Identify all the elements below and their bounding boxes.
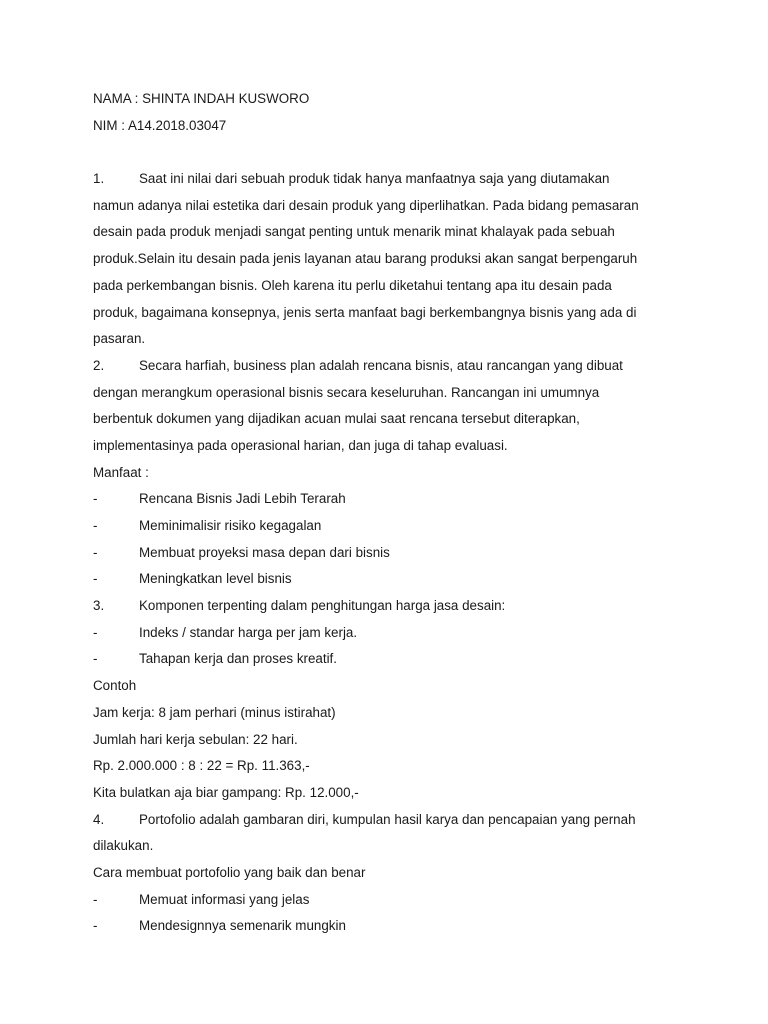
contoh-label: Contoh — [93, 678, 137, 694]
bullet-dash: - — [93, 544, 98, 560]
bullet-dash: - — [93, 518, 98, 533]
answer-3-first-line — [93, 593, 683, 620]
bullet-dash: - — [93, 891, 98, 907]
answer-2-first-line — [93, 353, 683, 380]
answer-2-line: dengan merangkum operasional bisnis secara keseluruhan. Rancangan ini umumnya — [93, 384, 600, 400]
list-item-text: Membuat proyeksi masa depan dari bisnis — [139, 544, 390, 560]
list-item-text: Indeks / standar harga per jam kerja. — [139, 624, 358, 640]
list-item — [93, 486, 683, 513]
bullet-dash: - — [93, 624, 98, 640]
list-item-text: Mendesignnya semenarik mungkin — [139, 918, 346, 934]
list-item-text: Meminimalisir risiko kegagalan — [139, 518, 322, 533]
answer-4-text: Portofolio adalah gambaran diri, kumpulan hasil karya dan pencapaian yang pernah — [139, 811, 636, 827]
answer-1-line: produk.Selain itu desain pada jenis layanan atau barang produksi akan sangat berpengaruh — [93, 251, 638, 267]
contoh-line: Rp. 2.000.000 : 8 : 22 = Rp. 11.363,- — [93, 758, 310, 774]
answer-2-number: 2. — [93, 357, 105, 373]
answer-2-line: berbentuk dokumen yang dijadikan acuan mulai saat rencana tersebut diterapkan, — [93, 411, 580, 427]
cara-label: Cara membuat portofolio yang baik dan benar — [93, 864, 366, 880]
list-item — [93, 620, 683, 647]
answer-2-line: implementasinya pada operasional harian, dan juga di tahap evaluasi. — [93, 437, 508, 453]
bullet-dash: - — [93, 651, 98, 667]
answer-1-line: pada perkembangan bisnis. Oleh karena itu perlu diketahui tentang apa itu desain pada — [93, 277, 612, 293]
answer-4-line: dilakukan. — [93, 838, 154, 854]
list-item-text: Meningkatkan level bisnis — [139, 571, 292, 587]
answer-2-text: Secara harfiah, business plan adalah rencana bisnis, atau rancangan yang dibuat — [139, 357, 623, 373]
answer-4-first-line — [93, 807, 683, 834]
list-item — [93, 540, 683, 567]
student-nim: NIM : A14.2018.03047 — [93, 117, 227, 133]
list-item-text: Memuat informasi yang jelas — [139, 891, 310, 907]
answer-1-line: desain pada produk menjadi sangat penting untuk menarik minat khalayak pada sebuah — [93, 224, 615, 240]
bullet-dash: - — [93, 918, 98, 934]
list-item — [93, 513, 683, 540]
student-name: NAMA : SHINTA INDAH KUSWORO — [93, 91, 310, 106]
answer-3-text: Komponen terpenting dalam penghitungan harga jasa desain: — [139, 598, 506, 614]
answer-1-line: produk, bagaimana konsepnya, jenis serta manfaat bagi berkembangnya bisnis yang ada di — [93, 304, 637, 320]
document-body — [93, 86, 683, 940]
contoh-line: Jam kerja: 8 jam perhari (minus istirahat) — [93, 704, 336, 720]
answer-1-line: namun adanya nilai estetika dari desain produk yang diperlihatkan. Pada bidang pemasaran — [93, 197, 639, 213]
bullet-dash: - — [93, 571, 98, 587]
list-item — [93, 566, 683, 593]
answer-4-number: 4. — [93, 811, 105, 827]
list-item — [93, 646, 683, 673]
manfaat-label: Manfaat : — [93, 464, 149, 480]
contoh-line: Jumlah hari kerja sebulan: 22 hari. — [93, 731, 298, 747]
contoh-line: Kita bulatkan aja biar gampang: Rp. 12.000,- — [93, 784, 359, 800]
blank-line — [93, 139, 683, 166]
answer-1-line: pasaran. — [93, 331, 146, 347]
list-item — [93, 887, 683, 914]
answer-1-number: 1. — [93, 171, 105, 187]
bullet-dash: - — [93, 491, 98, 507]
list-item — [93, 913, 683, 940]
answer-3-number: 3. — [93, 598, 105, 614]
list-item-text: Tahapan kerja dan proses kreatif. — [139, 651, 338, 667]
answer-1-text: Saat ini nilai dari sebuah produk tidak hanya manfaatnya saja yang diutamakan — [139, 171, 610, 187]
answer-1-first-line — [93, 166, 683, 193]
list-item-text: Rencana Bisnis Jadi Lebih Terarah — [139, 491, 346, 507]
